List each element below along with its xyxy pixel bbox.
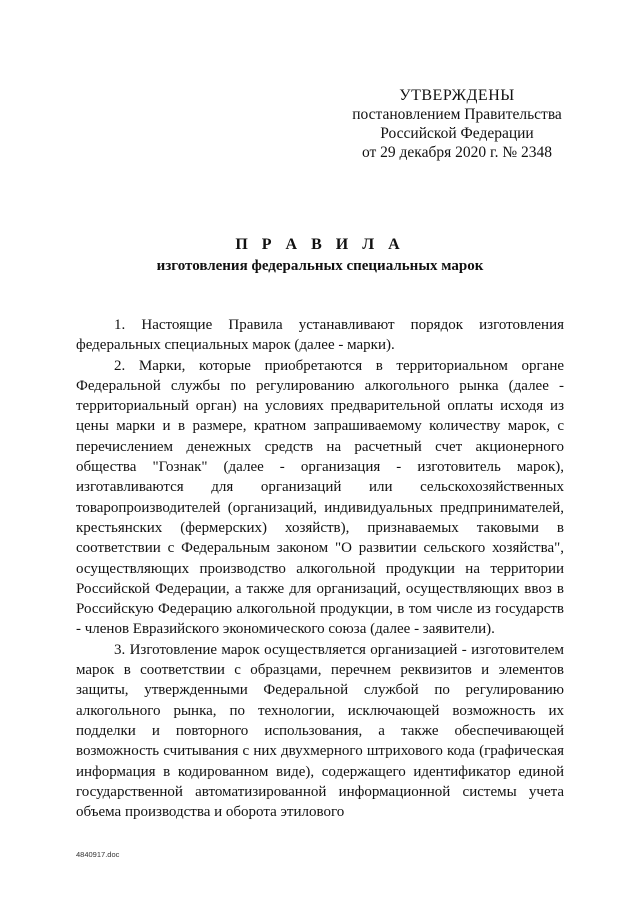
paragraph-1: 1. Настоящие Правила устанавливают порядок изготовления федеральных специальных марок (далее - марки). (76, 317, 564, 354)
paragraph-3: 3. Изготовление марок осуществляется организацией - изготовителем марок в соответствии с образцами, перечнем реквизитов и элементов защиты, утвержденными Федеральной службой по регулированию алкогольного рынка, по технологии, исключающей возможность их подделки и повторного использования, а также обеспечивающей возможность считывания с них двухмерного штрихового кода (графическая информация в кодированном виде), содержащего идентификатор единой государственной автоматизированной информационной системы учета объема производства и оборота этилового (76, 641, 564, 821)
approval-line-2: Российской Федерации (380, 125, 534, 142)
paragraph-2: 2. Марки, которые приобретаются в территориальном органе Федеральной службы по регулированию алкогольного рынка (далее - территориальный орган) на условиях предварительной оплаты исходя из цены марки и в размере, кратном запрашиваемому количеству марок, с перечислением денежных средств на расчетный счет акционерного общества "Гознак" (далее - организация - изготовитель марок), изготавливаются для организаций или сельскохозяйственных товаропроизводителей (организаций, индивидуальных предпринимателей, крестьянских (фермерских) хозяйств), признаваемых таковыми в соответствии с Федеральным законом "О развитии сельского хозяйства", осуществляющих производство алкогольной продукции на территории Российской Федерации, а также для организаций, осуществляющих ввоз в Российскую Федерацию алкогольной продукции, в том числе из государств - членов Евразийского экономического союза (далее - заявители). (76, 357, 564, 638)
document-title: П Р А В И Л А (235, 236, 405, 253)
document-body (76, 315, 564, 822)
approval-block (342, 86, 572, 162)
document-subtitle: изготовления федеральных специальных марок (156, 258, 484, 274)
file-name-footer: 4840917.doc (76, 850, 120, 859)
approval-heading: УТВЕРЖДЕНЫ (399, 87, 515, 104)
approval-line-3: от 29 декабря 2020 г. № 2348 (361, 144, 553, 161)
approval-line-1: постановлением Правительства (352, 106, 562, 123)
